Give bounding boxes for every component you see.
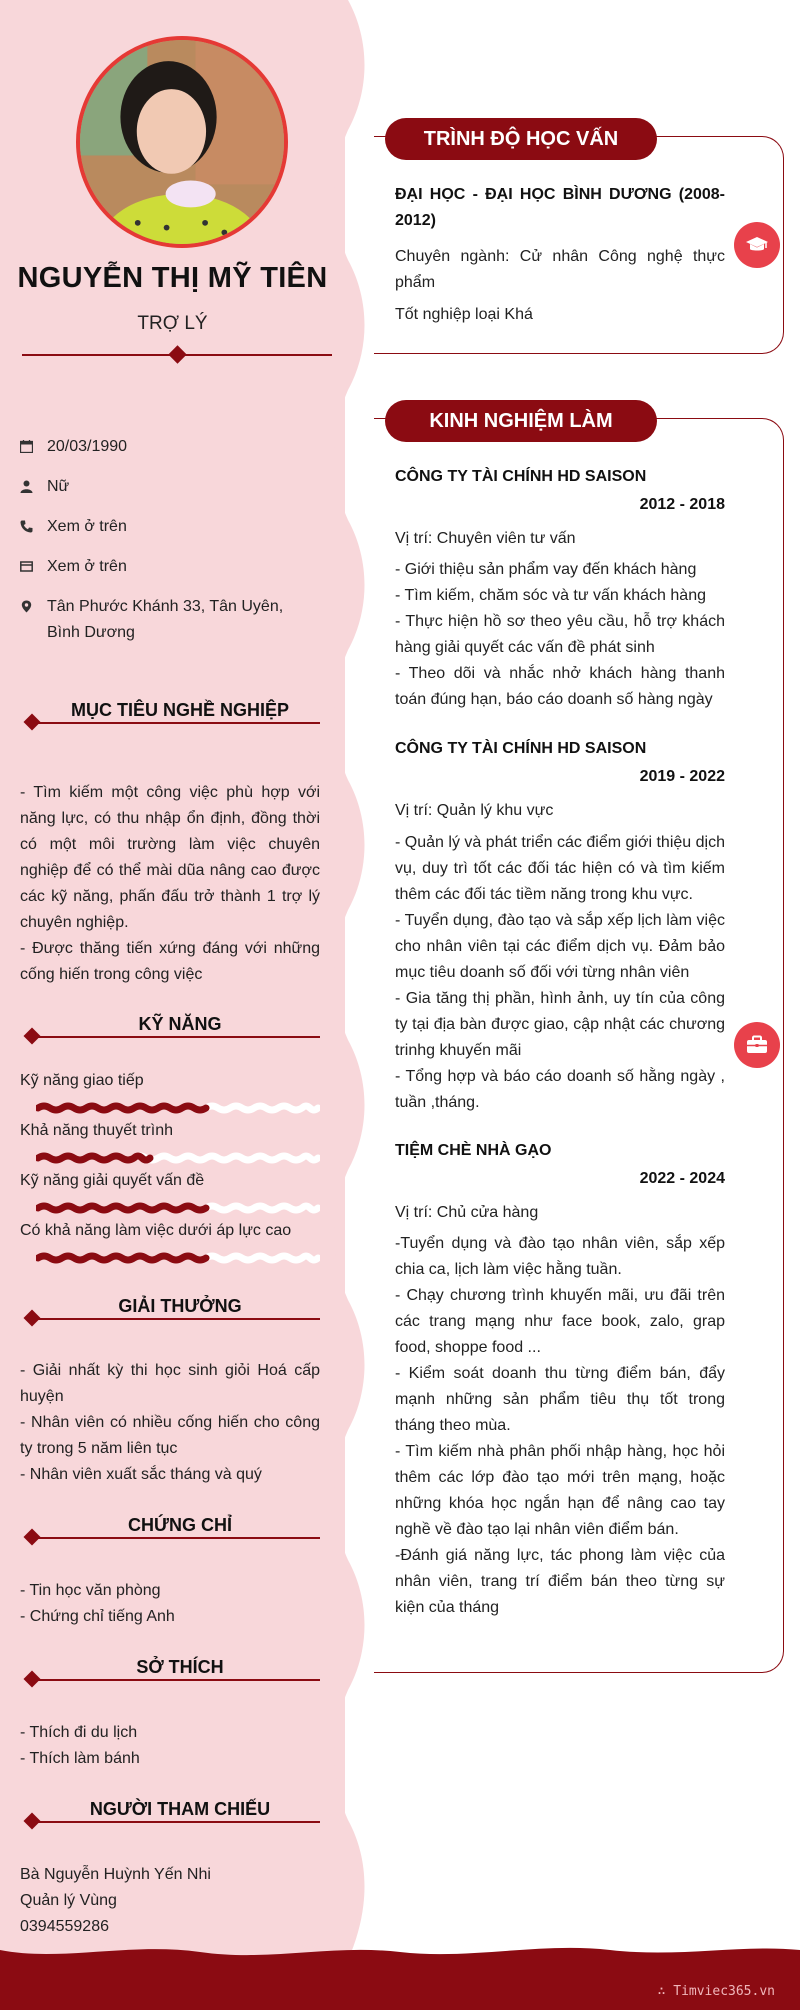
job-period: 2012 - 2018 [639, 496, 725, 513]
job-duty: -Tuyển dụng và đào tạo nhân viên, sắp xếp chia ca, lịch làm việc hằng tuần. [395, 1235, 725, 1278]
hobby-line: - Thích làm bánh [20, 1750, 140, 1767]
job-company: TIỆM CHÈ NHÀ GẠO [395, 1142, 552, 1159]
footer-wave [0, 1940, 800, 2010]
candidate-role: TRỢ LÝ [137, 313, 208, 334]
job-duty: - Theo dõi và nhắc nhở khách hàng thanh toán đúng hạn, báo cáo doanh số hàng ngày [395, 665, 725, 708]
job-duties [395, 557, 725, 713]
awards-text [20, 1358, 320, 1488]
job-period: 2019 - 2022 [639, 768, 725, 785]
contact-address [20, 594, 320, 646]
job-company: CÔNG TY TÀI CHÍNH HD SAISON [395, 468, 647, 485]
contact-phone [20, 514, 320, 540]
job-duty: - Tìm kiếm nhà phân phối nhập hàng, học hỏi thêm các lớp đào tạo mới trên mạng, hoặc những khóa học ngắn hạn để nâng cao tay nghề về đào tạo lại nhân viên điểm bán. [395, 1443, 725, 1538]
location-icon [20, 594, 47, 613]
avatar [76, 36, 288, 248]
job-position: Vị trí: Chủ cửa hàng [395, 1204, 539, 1221]
job-duty: - Kiểm soát doanh thu từng điểm bán, đẩy mạnh những sản phẩm tiêu thụ tốt trong tháng theo mùa. [395, 1365, 725, 1434]
skill-bar-fill [38, 1256, 206, 1260]
award-line: - Nhân viên có nhiều cống hiến cho công ty trong 5 năm liên tục [20, 1414, 320, 1457]
contact-text: Nữ [47, 478, 70, 495]
job-position: Vị trí: Chuyên viên tư vấn [395, 530, 576, 547]
job-duties [395, 830, 725, 1116]
section-title-objective: MỤC TIÊU NGHỀ NGHIỆP [20, 700, 320, 730]
job-duty: - Tổng hợp và báo cáo doanh số hằng ngày , tuần ,tháng. [395, 1068, 725, 1111]
email-icon [20, 554, 47, 573]
skill-bar-fill [38, 1156, 150, 1160]
contact-email [20, 554, 320, 580]
certificate-line: - Tin học văn phòng [20, 1582, 161, 1599]
section-title-education: TRÌNH ĐỘ HỌC VẤN [385, 118, 657, 160]
footer-brand: ∴ Timviec365.vn [657, 1984, 775, 1999]
section-title-awards: GIẢI THƯỞNG [20, 1296, 320, 1326]
candidate-name: NGUYỄN THỊ MỸ TIÊN [17, 262, 328, 294]
contact-text: 20/03/1990 [47, 438, 128, 455]
section-title-references: NGƯỜI THAM CHIẾU [20, 1799, 320, 1829]
section-title-experience: KINH NGHIỆM LÀM VIỆC [385, 400, 657, 442]
job-period: 2022 - 2024 [639, 1170, 725, 1187]
skill-level-bar [36, 1201, 320, 1215]
skill-name: Kỹ năng giải quyết vấn đề [20, 1172, 205, 1189]
job-duty: - Thực hiện hồ sơ theo yêu cầu, hỗ trợ khách hàng giải quyết các vấn đề phát sinh [395, 613, 725, 656]
certificates-text [20, 1578, 320, 1630]
skill-name: Kỹ năng giao tiếp [20, 1072, 144, 1089]
skill-name: Có khả năng làm việc dưới áp lực cao [20, 1222, 292, 1239]
contact-gender [20, 474, 320, 500]
references-text [20, 1862, 320, 1940]
contact-birthday [20, 434, 320, 460]
education-grade: Tốt nghiệp loại Khá [395, 306, 533, 323]
certificate-line: - Chứng chỉ tiếng Anh [20, 1608, 175, 1625]
reference-line: Bà Nguyễn Huỳnh Yến Nhi [20, 1866, 211, 1883]
education-major: Chuyên ngành: Cử nhân Công nghệ thực phẩm [395, 248, 725, 291]
briefcase-icon [734, 1022, 780, 1068]
skill-bar-fill [38, 1206, 206, 1210]
phone-icon [20, 514, 47, 533]
section-title-certificates: CHỨNG CHỈ [20, 1515, 320, 1545]
objective-text [20, 780, 320, 988]
skill-name: Khả năng thuyết trình [20, 1122, 173, 1139]
job-duty: -Đánh giá năng lực, tác phong làm việc của nhân viên, trang trí điểm bán theo từng sự kiện của tháng [395, 1547, 725, 1616]
calendar-icon [20, 434, 47, 453]
job-duty: - Giới thiệu sản phẩm vay đến khách hàng [395, 561, 697, 578]
skill-level-bar [36, 1151, 320, 1165]
education-school: ĐẠI HỌC - ĐẠI HỌC BÌNH DƯƠNG (2008-2012) [395, 186, 725, 229]
job-duty: - Quản lý và phát triển các điểm giới thiệu dịch vụ, duy trì tốt các đối tác hiện có và tìm kiếm thêm các đối tác tiềm năng trong khu vực. [395, 834, 725, 903]
graduation-cap-icon [734, 222, 780, 268]
job-duty: - Chạy chương trình khuyến mãi, ưu đãi trên các trang mạng như face book, zalo, grap food, shoppe food ... [395, 1287, 725, 1356]
hobbies-text [20, 1720, 320, 1772]
job-company: CÔNG TY TÀI CHÍNH HD SAISON [395, 740, 647, 757]
hobby-line: - Thích đi du lịch [20, 1724, 138, 1741]
job-position: Vị trí: Quản lý khu vực [395, 802, 554, 819]
job-duty: - Tuyển dụng, đào tạo và sắp xếp lịch làm việc cho nhân viên tại các điểm dịch vụ. Đảm bảo mục tiêu doanh số đối với từng nhân viên [395, 912, 725, 981]
job-duty: - Tìm kiếm, chăm sóc và tư vấn khách hàng [395, 587, 706, 604]
reference-line: 0394559286 [20, 1918, 109, 1935]
section-title-skills: KỸ NĂNG [20, 1014, 320, 1044]
objective-line: - Được thăng tiến xứng đáng với những cống hiến trong công việc [20, 940, 320, 983]
award-line: - Giải nhất kỳ thi học sinh giỏi Hoá cấp huyện [20, 1362, 320, 1405]
award-line: - Nhân viên xuất sắc tháng và quý [20, 1466, 262, 1483]
job-duty: - Gia tăng thị phần, hình ảnh, uy tín của công ty tại địa bàn được giao, cập nhật các chương trinhg khuyến mãi [395, 990, 725, 1059]
skill-level-bar [36, 1251, 320, 1265]
contact-text: Tân Phước Khánh 33, Tân Uyên, Bình Dương [47, 598, 284, 641]
user-icon [20, 474, 47, 493]
skill-level-bar [36, 1101, 320, 1115]
contact-text: Xem ở trên [47, 518, 127, 535]
skill-bar-fill [38, 1106, 206, 1110]
job-duties [395, 1231, 725, 1621]
reference-line: Quản lý Vùng [20, 1892, 117, 1909]
section-title-hobbies: SỞ THÍCH [20, 1657, 320, 1687]
contact-text: Xem ở trên [47, 558, 127, 575]
contact-list [20, 434, 320, 660]
objective-line: - Tìm kiếm một công việc phù hợp với năng lực, có thu nhập ổn định, đồng thời có một môi trường làm việc chuyên nghiệp để có thể mài dũa nâng cao được các kỹ năng, phấn đấu trở thành 1 trợ lý chuyên nghiệp. [20, 784, 320, 931]
